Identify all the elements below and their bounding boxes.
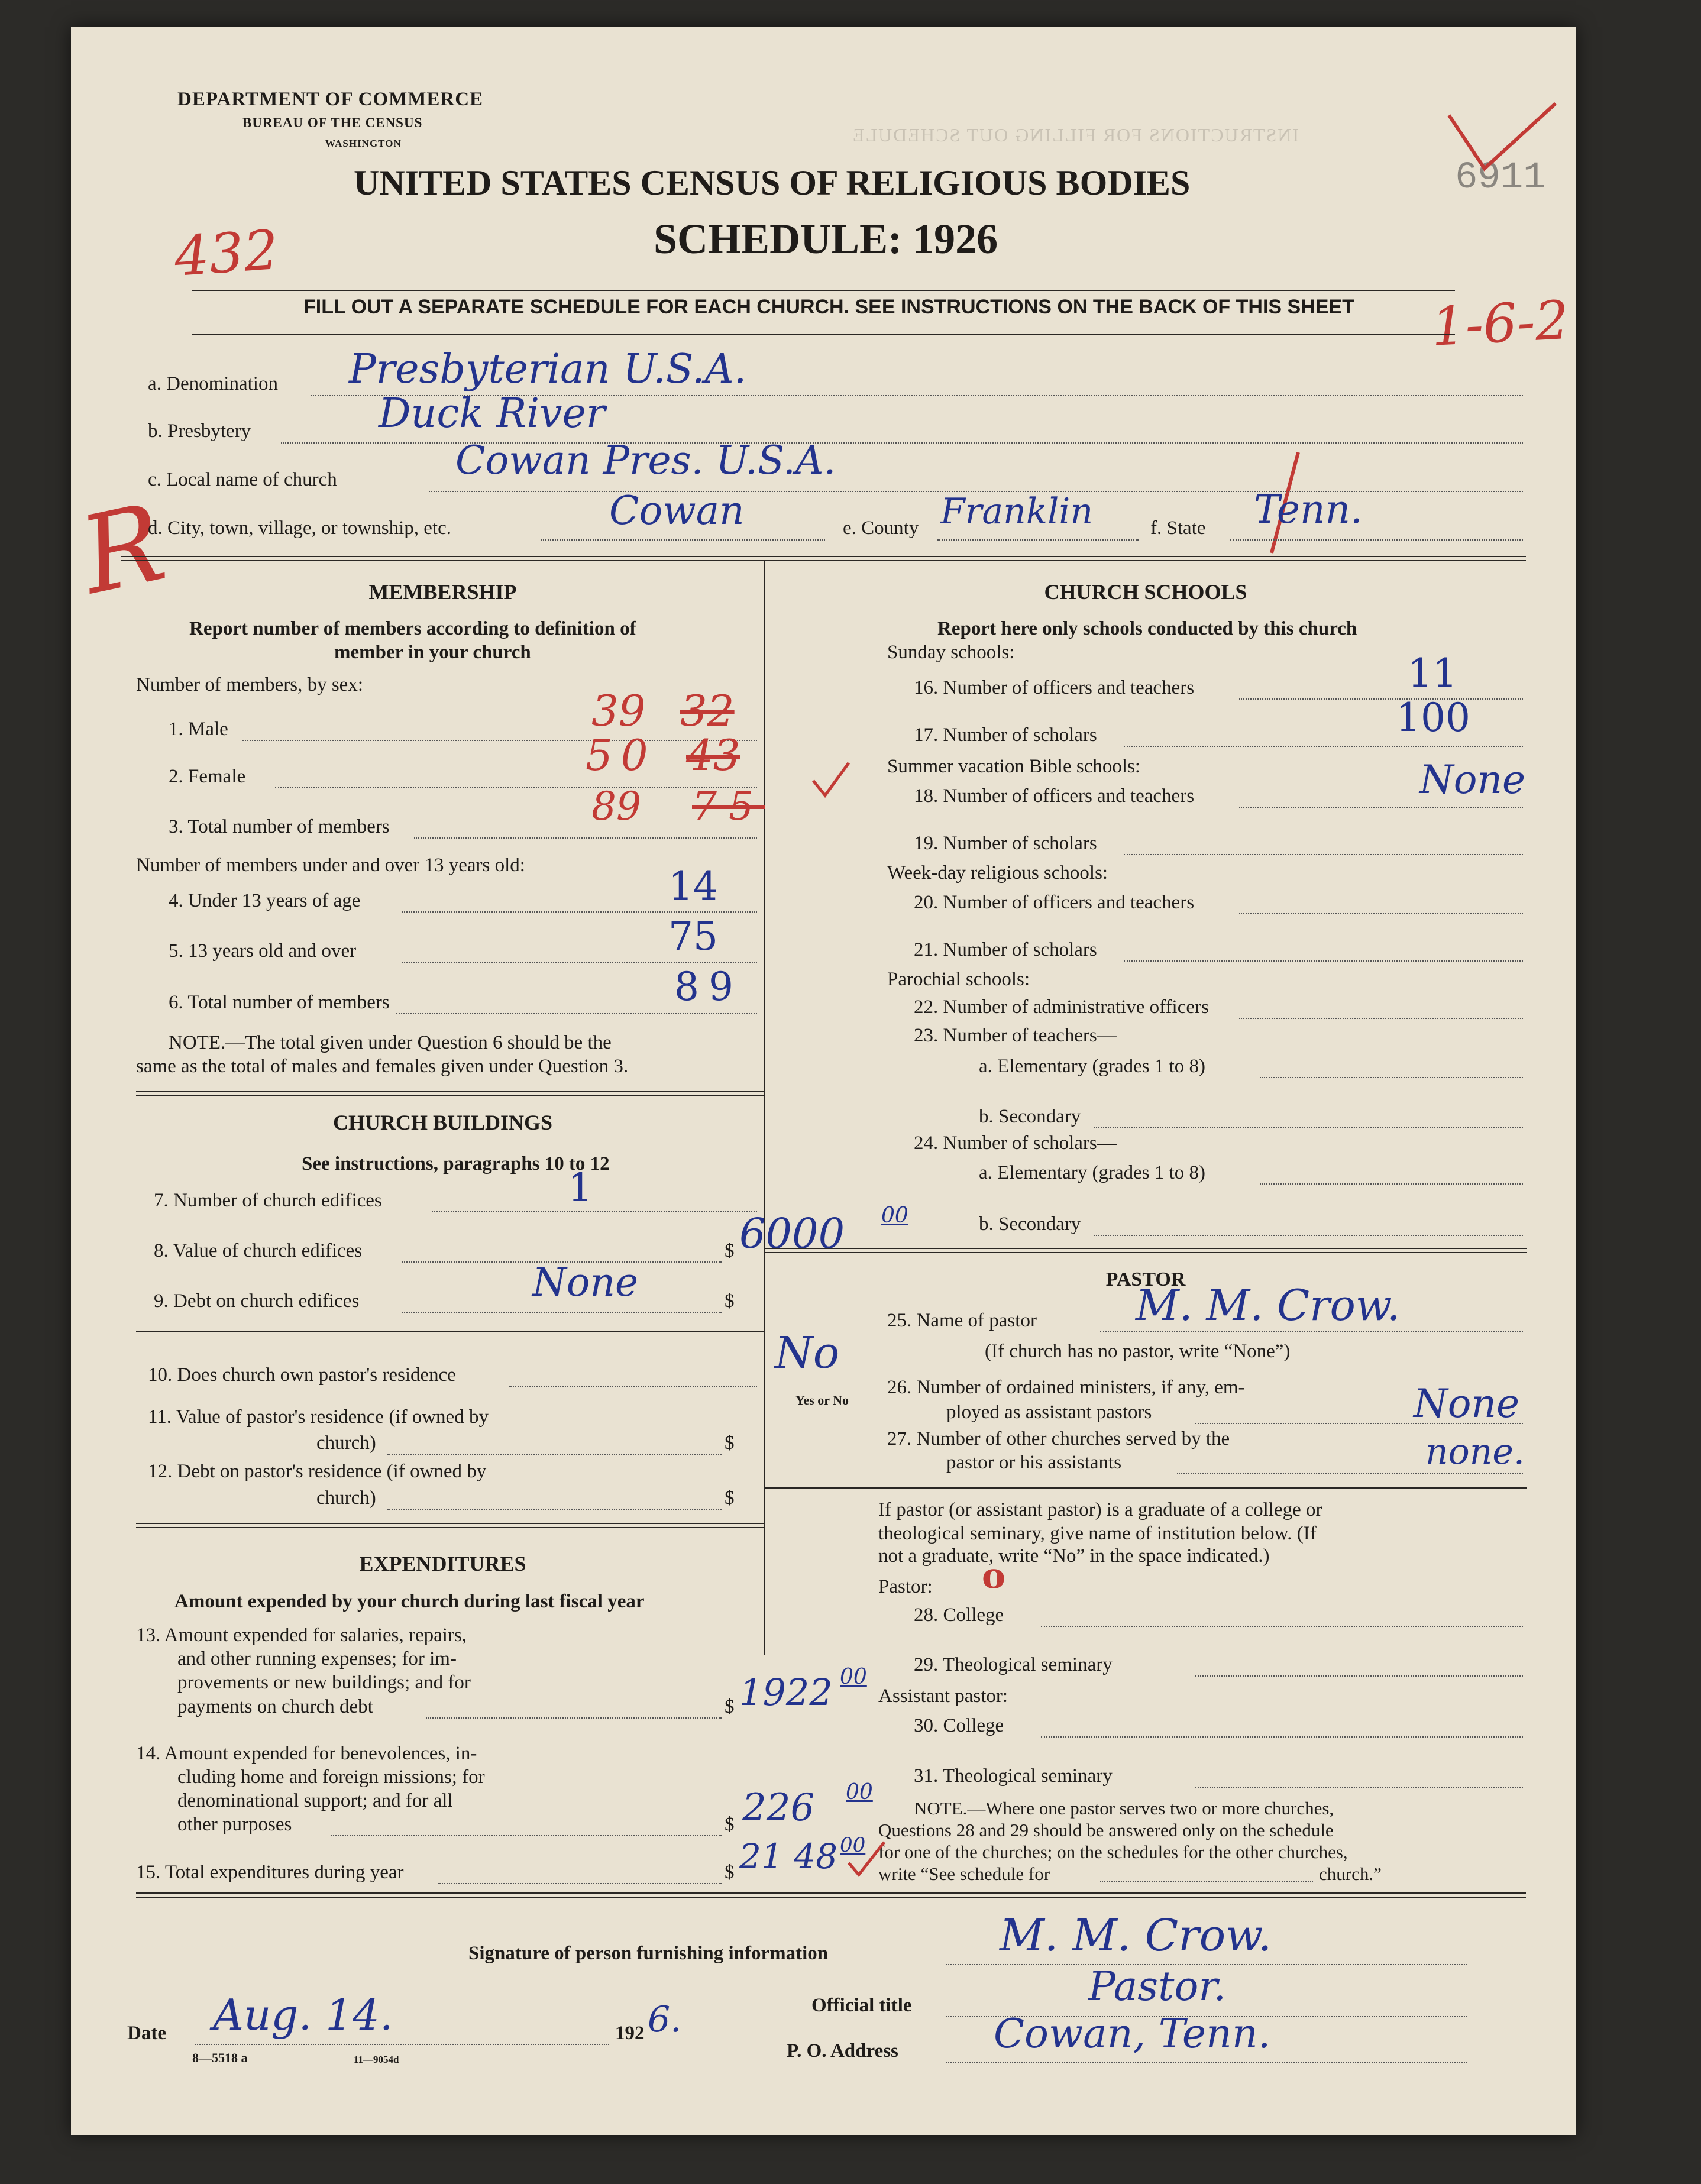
- q9-label: 9. Debt on church edifices: [154, 1290, 360, 1312]
- red-annotation-432: 432: [172, 218, 281, 289]
- q13-line-2: and other running expenses; for im-: [177, 1648, 457, 1669]
- q17-value: 100: [1396, 695, 1470, 740]
- q14-value: 226: [742, 1786, 815, 1830]
- graduate-note-3: not a graduate, write “No” in the space indicated.): [878, 1545, 1270, 1567]
- q30-label: 30. College: [914, 1715, 1004, 1736]
- q1-struck-value: 32: [680, 686, 735, 736]
- bureau-line: BUREAU OF THE CENSUS: [242, 115, 423, 130]
- q9-value: None: [532, 1260, 639, 1305]
- official-title-value: Pastor.: [1088, 1963, 1227, 2010]
- q3-value: 89: [591, 784, 641, 829]
- assistant-pastor-subhead: Assistant pastor:: [878, 1685, 1008, 1707]
- summer-schools-label: Summer vacation Bible schools:: [887, 756, 1141, 777]
- form-number-2: 11—9054d: [354, 2054, 399, 2065]
- city-value: Cowan: [609, 488, 745, 533]
- form-title: UNITED STATES CENSUS OF RELIGIOUS BODIES: [354, 163, 1191, 202]
- q3-struck-value: 75: [692, 784, 765, 829]
- church-name-value: Cowan Pres. U.S.A.: [455, 438, 836, 483]
- q5-value: 75: [668, 914, 718, 959]
- q10-value: No: [775, 1328, 840, 1379]
- q9-dollar: $: [725, 1290, 735, 1312]
- q11-label-1: 11. Value of pastor's residence (if owned by: [148, 1406, 489, 1428]
- q13-line-3: provements or new buildings; and for: [177, 1672, 471, 1693]
- q14-line-3: denominational support; and for all: [177, 1790, 453, 1811]
- q15-dollar: $: [725, 1862, 735, 1883]
- q27-line-2: pastor or his assistants: [946, 1452, 1122, 1473]
- sunday-schools-label: Sunday schools:: [887, 642, 1015, 663]
- q15-label: 15. Total expenditures during year: [136, 1862, 404, 1883]
- q23a-label: a. Elementary (grades 1 to 8): [979, 1056, 1206, 1077]
- graduate-note-2: theological seminary, give name of institution below. (If: [878, 1523, 1317, 1544]
- pastor-red-mark: o: [982, 1555, 1006, 1597]
- instruction-banner: FILL OUT A SEPARATE SCHEDULE FOR EACH CHURCH. SEE INSTRUCTIONS ON THE BACK OF THIS SHEET: [303, 296, 1354, 318]
- membership-sub-1: Report number of members according to definition of: [189, 618, 636, 639]
- q3-label: 3. Total number of members: [169, 816, 390, 837]
- q18-value: None: [1419, 757, 1526, 803]
- po-address-value: Cowan, Tenn.: [994, 2011, 1271, 2057]
- membership-note-1: NOTE.—The total given under Question 6 should be the: [169, 1032, 612, 1053]
- q18-label: 18. Number of officers and teachers: [914, 785, 1195, 807]
- state-label: f. State: [1150, 517, 1206, 539]
- q13-line-4: payments on church debt: [177, 1696, 373, 1717]
- q25-label: 25. Name of pastor: [887, 1310, 1037, 1331]
- q24-label: 24. Number of scholars—: [914, 1133, 1117, 1154]
- stamp-number: 6911: [1455, 157, 1546, 199]
- pastor-note-2: Questions 28 and 29 should be answered only on the schedule: [878, 1820, 1334, 1840]
- q6-label: 6. Total number of members: [169, 992, 390, 1013]
- q15-value: 21 48: [739, 1836, 838, 1876]
- reverse-side-heading: INSTRUCTIONS FOR FILLING OUT SCHEDULE: [852, 124, 1299, 145]
- county-label: e. County: [843, 517, 919, 539]
- q23-label: 23. Number of teachers—: [914, 1025, 1117, 1046]
- q21-label: 21. Number of scholars: [914, 939, 1097, 960]
- denomination-label: a. Denomination: [148, 373, 278, 394]
- weekday-schools-label: Week-day religious schools:: [887, 862, 1108, 884]
- form-number-1: 8—5518 a: [192, 2050, 248, 2065]
- church-schools-heading: CHURCH SCHOOLS: [1044, 580, 1247, 604]
- q22-label: 22. Number of administrative officers: [914, 996, 1209, 1018]
- q11-label-2: church): [316, 1432, 376, 1454]
- expenditures-heading: EXPENDITURES: [359, 1552, 526, 1575]
- q6-value: 89: [674, 964, 743, 1010]
- membership-note-2: same as the total of males and females given under Question 3.: [136, 1056, 629, 1077]
- q24a-label: a. Elementary (grades 1 to 8): [979, 1162, 1206, 1183]
- membership-heading: MEMBERSHIP: [368, 580, 517, 604]
- q14-line-4: other purposes: [177, 1814, 292, 1835]
- presbytery-label: b. Presbytery: [148, 420, 251, 442]
- pastor-subhead: Pastor:: [878, 1576, 933, 1597]
- q7-value: 1: [568, 1165, 593, 1211]
- q26-line-2: ployed as assistant pastors: [946, 1402, 1152, 1423]
- state-value: Tenn.: [1254, 487, 1363, 532]
- q29-label: 29. Theological seminary: [914, 1654, 1113, 1675]
- year-value: 6.: [648, 1999, 682, 2040]
- red-annotation-1-6-2: 1-6-2: [1430, 289, 1571, 359]
- q15-cents: 00: [840, 1833, 866, 1857]
- q1-label: 1. Male: [169, 719, 228, 740]
- date-label: Date: [127, 2023, 166, 2044]
- q1-value: 39: [591, 686, 646, 736]
- red-check-q18: [810, 760, 852, 801]
- members-by-sex-label: Number of members, by sex:: [136, 674, 363, 695]
- date-value: Aug. 14.: [213, 1990, 393, 2040]
- q10-hint: Yes or No: [795, 1393, 849, 1408]
- q8-cents: 00: [881, 1203, 908, 1228]
- denomination-value: Presbyterian U.S.A.: [349, 346, 747, 393]
- q14-dollar: $: [725, 1814, 735, 1835]
- q2-value: 50: [586, 730, 657, 780]
- q27-value: none.: [1425, 1431, 1525, 1473]
- q8-label: 8. Value of church edifices: [154, 1240, 363, 1261]
- q12-dollar: $: [725, 1487, 735, 1509]
- q14-line-2: cluding home and foreign missions; for: [177, 1766, 485, 1788]
- q8-value: 6000: [739, 1209, 845, 1258]
- q4-label: 4. Under 13 years of age: [169, 890, 361, 911]
- q31-label: 31. Theological seminary: [914, 1765, 1113, 1787]
- q25-hint: (If church has no pastor, write “None”): [985, 1341, 1291, 1362]
- expenditures-sub: Amount expended by your church during last fiscal year: [174, 1591, 645, 1612]
- q25-value: M. M. Crow.: [1136, 1280, 1401, 1330]
- q16-label: 16. Number of officers and teachers: [914, 677, 1195, 698]
- schools-sub: Report here only schools conducted by this church: [937, 618, 1357, 639]
- q13-value: 1922: [739, 1671, 833, 1714]
- red-annotation-R: R: [70, 481, 175, 619]
- q8-dollar: $: [725, 1240, 735, 1261]
- washington-line: WASHINGTON: [325, 138, 402, 149]
- q26-value: None: [1414, 1381, 1520, 1426]
- graduate-note-1: If pastor (or assistant pastor) is a graduate of a college or: [878, 1499, 1322, 1520]
- q28-label: 28. College: [914, 1604, 1004, 1626]
- official-title-label: Official title: [811, 1995, 912, 2016]
- year-prefix: 192: [615, 2023, 645, 2044]
- q17-label: 17. Number of scholars: [914, 724, 1097, 746]
- q19-label: 19. Number of scholars: [914, 833, 1097, 854]
- q14-line-1: 14. Amount expended for benevolences, in-: [136, 1743, 477, 1764]
- q12-label-1: 12. Debt on pastor's residence (if owned by: [148, 1461, 487, 1482]
- parochial-schools-label: Parochial schools:: [887, 969, 1030, 990]
- q4-value: 14: [668, 863, 718, 909]
- q16-value: 11: [1408, 651, 1457, 696]
- q5-label: 5. 13 years old and over: [169, 940, 357, 962]
- church-name-label: c. Local name of church: [148, 469, 337, 490]
- membership-sub-2: member in your church: [334, 642, 531, 663]
- department-line: DEPARTMENT OF COMMERCE: [177, 89, 484, 110]
- q13-cents: 00: [840, 1665, 867, 1689]
- q2-label: 2. Female: [169, 766, 246, 787]
- q13-line-1: 13. Amount expended for salaries, repairs,: [136, 1625, 467, 1646]
- q10-label: 10. Does church own pastor's residence: [148, 1364, 456, 1386]
- pastor-note-1: NOTE.—Where one pastor serves two or more churches,: [914, 1798, 1334, 1819]
- schedule-year: SCHEDULE: 1926: [654, 215, 998, 263]
- pastor-note-3: for one of the churches; on the schedules for the other churches,: [878, 1842, 1348, 1862]
- county-value: Franklin: [940, 491, 1094, 532]
- q11-dollar: $: [725, 1432, 735, 1454]
- q13-dollar: $: [725, 1696, 735, 1717]
- red-check-q15: [846, 1839, 887, 1881]
- city-label: d. City, town, village, or township, etc.: [148, 517, 451, 539]
- q23b-label: b. Secondary: [979, 1106, 1081, 1127]
- signature-label: Signature of person furnishing information: [468, 1943, 829, 1964]
- signature-value: M. M. Crow.: [1000, 1910, 1272, 1961]
- q12-label-2: church): [316, 1487, 376, 1509]
- q2-struck-value: 43: [686, 730, 740, 780]
- age-heading: Number of members under and over 13 years old:: [136, 855, 525, 876]
- buildings-heading: CHURCH BUILDINGS: [332, 1111, 553, 1134]
- red-check-mark-top: [1443, 98, 1561, 186]
- q26-line-1: 26. Number of ordained ministers, if any, em-: [887, 1377, 1245, 1398]
- q20-label: 20. Number of officers and teachers: [914, 892, 1195, 913]
- q14-cents: 00: [846, 1780, 873, 1804]
- buildings-sub: See instructions, paragraphs 10 to 12: [302, 1153, 610, 1174]
- pastor-heading: PASTOR: [1105, 1269, 1186, 1290]
- q24b-label: b. Secondary: [979, 1214, 1081, 1235]
- q7-label: 7. Number of church edifices: [154, 1190, 382, 1211]
- pastor-note-5: church.”: [1319, 1863, 1382, 1884]
- pastor-note-4: write “See schedule for: [878, 1863, 1050, 1884]
- census-schedule-sheet: [71, 27, 1576, 2135]
- presbytery-value: Duck River: [379, 390, 606, 437]
- po-address-label: P. O. Address: [787, 2040, 898, 2062]
- q27-line-1: 27. Number of other churches served by the: [887, 1428, 1230, 1449]
